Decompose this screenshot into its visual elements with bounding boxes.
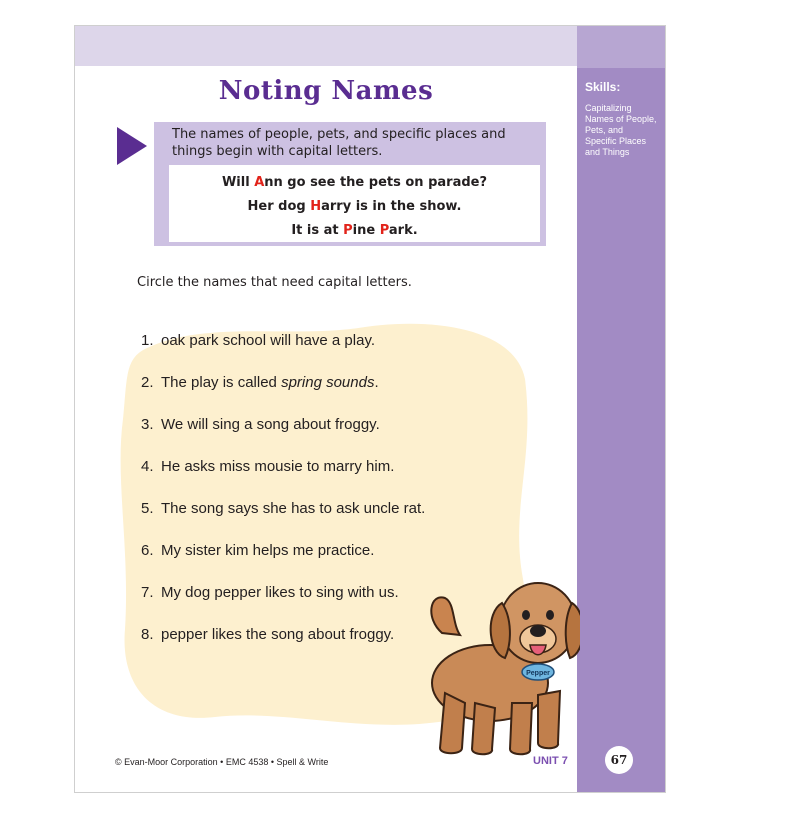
example-line: Her dog Harry is in the show. — [247, 199, 462, 214]
dog-tag-label: Pepper — [526, 670, 550, 677]
examples-box — [169, 165, 540, 242]
sidebar-top-band — [577, 26, 665, 68]
skills-description: Capitalizing Names of People, Pets, and Specific Places and Things — [585, 103, 657, 157]
list-item: 4. He asks miss mousie to marry him. — [141, 458, 395, 475]
worksheet-page — [74, 25, 666, 793]
list-item: 2. The play is called spring sounds. — [141, 374, 379, 391]
rule-text: The names of people, pets, and specific places and things begin with capital letters. — [172, 127, 506, 159]
footer-credit: © Evan-Moor Corporation • EMC 4538 • Spell & Write — [115, 757, 329, 767]
header-band — [75, 26, 577, 66]
list-item: 6. My sister kim helps me practice. — [141, 542, 375, 559]
list-item: 1. oak park school will have a play. — [141, 332, 375, 349]
capital-letter: P — [379, 223, 389, 238]
list-item: 7. My dog pepper likes to sing with us. — [141, 584, 399, 601]
capital-letter: H — [310, 199, 322, 214]
list-item: 8. pepper likes the song about froggy. — [141, 626, 395, 643]
list-item: 5. The song says she has to ask uncle rat. — [141, 500, 426, 517]
example-line: Will Ann go see the pets on parade? — [221, 175, 488, 190]
skills-heading: Skills: — [585, 80, 621, 94]
page-title: Noting Names — [218, 76, 434, 106]
dog-illustration — [420, 563, 580, 763]
capital-letter: P — [343, 223, 353, 238]
capital-letter: A — [254, 175, 265, 190]
instruction-text: Circle the names that need capital letters. — [137, 275, 412, 290]
page-number: 67 — [605, 746, 633, 774]
list-item: 3. We will sing a song about froggy. — [141, 416, 380, 433]
example-line: It is at Pine Park. — [291, 223, 418, 238]
pointer-arrow-icon — [117, 127, 147, 165]
unit-label: UNIT 7 — [533, 755, 568, 767]
